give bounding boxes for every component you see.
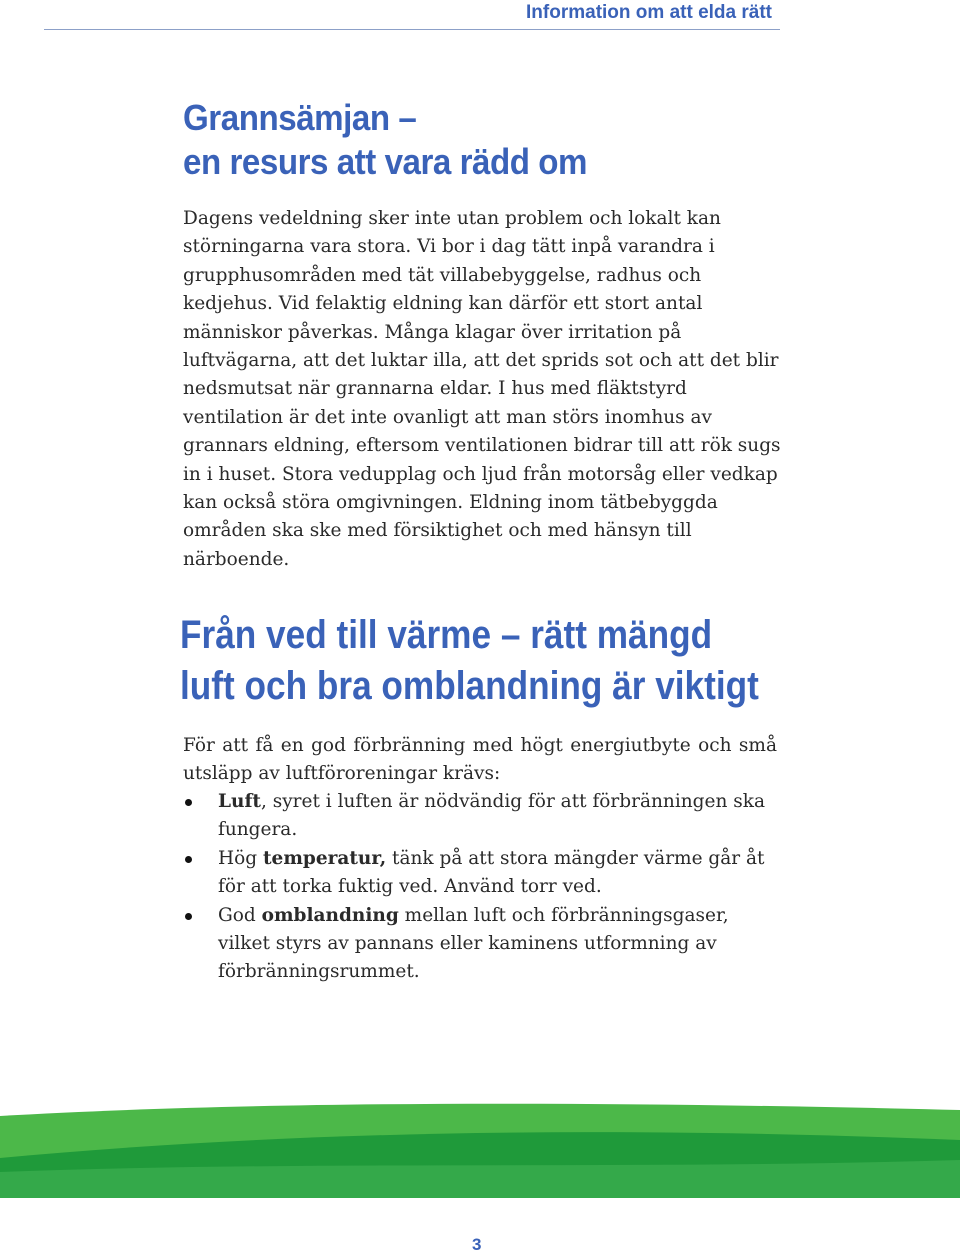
requirements-list — [183, 788, 783, 987]
list-item: Luft, syret i luften är nödvändig för att förbränningen ska fungera. — [183, 788, 783, 845]
section1-heading-line1: Grannsämjan – — [183, 97, 417, 138]
page-number: 3 — [472, 1235, 482, 1254]
list-item: God omblandning mellan luft och förbränningsgaser, vilket styrs av pannans eller kaminens utformning av förbränningsrummet. — [183, 902, 783, 987]
section1-heading — [183, 96, 587, 184]
header-rule — [44, 29, 780, 30]
bullet-dot-icon — [185, 913, 192, 920]
section2-heading — [180, 610, 759, 712]
running-header: Information om att elda rätt — [526, 2, 772, 23]
bullet-keyword: Luft — [218, 791, 261, 812]
section2-intro: För att få en god förbränning med högt energiutbyte och små utsläpp av luftföroreningar krävs: — [183, 735, 777, 785]
green-wave-band — [0, 1100, 960, 1198]
list-item: Hög temperatur, tänk på att stora mängder värme går åt för att torka fuktig ved. Använd torr ved. — [183, 845, 783, 902]
section1-paragraph: Dagens vedeldning sker inte utan problem och lokalt kan störningarna vara stora. Vi bor i dag tätt inpå varandra i grupphusområden med tät villabebyggelse, radhus och kedjehus. Vid felaktig eldning kan därför ett stort antal människor påverkas. Många klagar över irritation på luftvägarna, att det luktar illa, att det sprids sot och att det blir nedsmutsat när grannarna eldar. I hus med fläktstyrd ventilation är det inte ovanligt att man störs inomhus av grannars eldning, eftersom ventilationen bidrar till att rök sugs in i huset. Stora vedupplag och ljud från motorsåg eller vedkap kan också störa omgivningen. Eldning inom tätbebyggda områden ska ske med försiktighet och med hänsyn till närboende. — [183, 208, 781, 570]
bullet-keyword: temperatur, — [263, 847, 387, 869]
bullet-dot-icon — [185, 799, 192, 806]
bullet-dot-icon — [185, 856, 192, 863]
section2-heading-line1: Från ved till värme – rätt mängd — [180, 613, 713, 657]
section1-heading-line2: en resurs att vara rädd om — [183, 141, 588, 182]
bullet-keyword: omblandning — [261, 904, 399, 926]
section2-heading-line2: luft och bra omblandning är viktigt — [180, 664, 759, 708]
